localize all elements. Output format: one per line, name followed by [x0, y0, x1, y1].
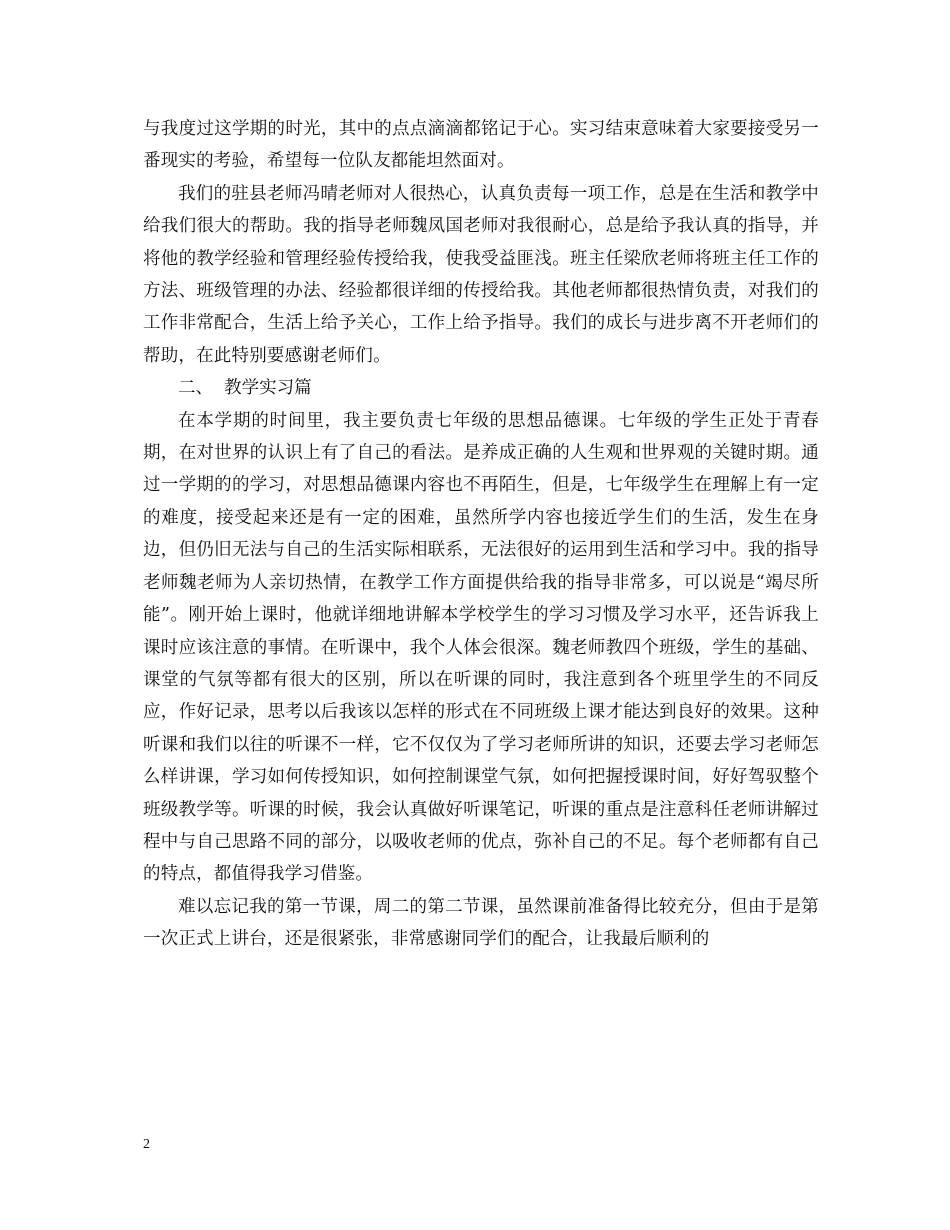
paragraph-thanks-teachers: 我们的驻县老师冯晴老师对人很热心，认真负责每一项工作，总是在生活和教学中给我们很大的帮助。我的指导老师魏凤国老师对我很耐心，总是给予我认真的指导，并将他的教学经验和管理经验传授给我，使我受益匪浅。班主任梁欣老师将班主任工作的方法、班级管理的办法、经验都很详细的传授给我。其他老师都很热情负责，对我们的工作非常配合，生活上给予关心，工作上给予指导。我们的成长与进步离不开老师们的帮助，在此特别要感谢老师们。 [143, 183, 819, 366]
section-heading-teaching-practice: 二、 教学实习篇 [178, 378, 312, 399]
paragraph-closing-thanks-team: 与我度过这学期的时光，其中的点点滴滴都铭记于心。实习结束意味着大家要接受另一番现实的考验，希望每一位队友都能坦然面对。 [143, 119, 819, 172]
page-number: 2 [143, 1137, 150, 1152]
paragraph-first-class: 难以忘记我的第一节课，周二的第二节课，虽然课前准备得比较充分，但由于是第一次正式上讲台，还是很紧张，非常感谢同学们的配合，让我最后顺利的 [143, 896, 819, 950]
paragraph-teaching-experience: 在本学期的时间里，我主要负责七年级的思想品德课。七年级的学生正处于青春期，在对世界的认识上有了自己的看法。是养成正确的人生观和世界观的关键时期。通过一学期的的学习，对思想品德课内容也不再陌生，但是，七年级学生在理解上有一定的难度，接受起来还是有一定的困难，虽然所学内容也接近学生们的生活，发生在身边，但仍旧无法与自己的生活实际相联系，无法很好的运用到生活和学习中。我的指导老师魏老师为人亲切热情，在教学工作方面提供给我的指导非常多，可以说是“竭尽所能”。刚开始上课时，他就详细地讲解本学校学生的学习习惯及学习水平，还告诉我上课时应该注意的事情。在听课中，我个人体会很深。魏老师教四个班级，学生的基础、课堂的气氛等都有很大的区别，所以在听课的同时，我注意到各个班里学生的不同反应，作好记录，思考以后我该以怎样的形式在不同班级上课才能达到良好的效果。这种听课和我们以往的听课不一样，它不仅仅为了学习老师所讲的知识，还要去学习老师怎么样讲课，学习如何传授知识，如何控制课堂气氛，如何把握授课时间，好好驾驭整个班级教学等。听课的时候，我会认真做好听课笔记，听课的重点是注意科任老师讲解过程中与自己思路不同的部分，以吸收老师的优点，弥补自己的不足。每个老师都有自己的特点，都值得我学习借鉴。 [143, 410, 819, 885]
document-body [143, 113, 819, 956]
